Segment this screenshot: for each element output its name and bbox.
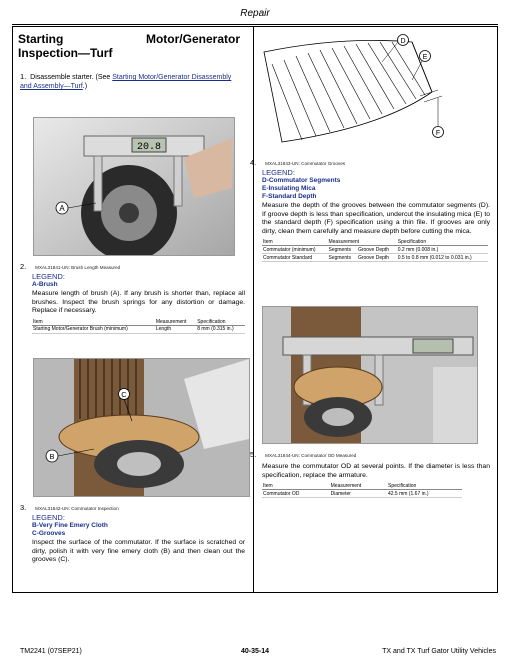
step-5 (250, 444, 490, 498)
step-5-number: 5. (250, 450, 257, 459)
step-4-number: 4. (250, 158, 257, 167)
table-row: Commutator OD Diameter 42.5 mm (1.67 in.) (262, 490, 462, 498)
commutator-grooves-illustration (262, 32, 458, 150)
label-a: A (59, 204, 65, 213)
table-row: Commutator (minimum) Segments Groove Depth 0.2 mm (0.008 in.) (262, 246, 488, 254)
step-4-legend-f: F-Standard Depth (262, 193, 317, 200)
label-d: D (400, 38, 406, 45)
label-b: B (49, 452, 55, 461)
step-4-caption: MXAL31843-UN: Commutator Grooves (265, 161, 346, 166)
step-4-text: Measure the depth of the grooves between the commutator segments (D). If groove depth is less than specification, undercut the insulating mica (E) to the standard depth (F) specification using a thin file. If grooves are only dirty, clean them carefully and measure depth before cutting the mica. (262, 202, 490, 235)
step-2 (20, 256, 245, 334)
title-line2: Inspection—Turf (18, 46, 113, 60)
commutator-grooves-diagram (262, 32, 458, 150)
od-spec-header-spec: Specification (387, 483, 462, 490)
step-3-legend-c: C-Grooves (32, 530, 66, 537)
step-1-text: Disassemble starter. (See (30, 74, 111, 81)
step-4-legend-e: E-Insulating Mica (262, 185, 316, 192)
groove-spec-header-spec: Specification (397, 239, 488, 246)
step-5-caption: MXAL31844-UN: Commutator OD Measured (265, 453, 357, 458)
footer-doc-id: TM2241 (07SEP21) (20, 648, 82, 655)
step-4 (250, 152, 490, 262)
step-2-caption: MXAL31841-UN: Brush Length Measured (35, 265, 121, 270)
step-2-legend-a: A-Brush (32, 281, 58, 288)
commutator-inspection-photo (33, 358, 250, 497)
page-title (18, 32, 240, 60)
step-3-text: Inspect the surface of the commutator. If the surface is scratched or dirty, polish it with very fine emery cloth (B) and then clean out the grooves (C). (32, 539, 245, 563)
label-f: F (435, 130, 441, 137)
step-1 (20, 72, 242, 91)
od-spec-header-item: Item (262, 483, 330, 490)
title-right: Motor/Generator (145, 32, 240, 46)
step-3-legend-title: LEGEND: (32, 513, 65, 522)
step-4-legend-title: LEGEND: (262, 168, 295, 177)
footer-manual-title: TX and TX Turf Gator Utility Vehicles (382, 648, 496, 655)
caliper-display: 20.8 (136, 142, 162, 153)
brush-spec-header-item: Item (32, 319, 155, 326)
groove-spec-header-measurement: Measurement (327, 239, 396, 246)
groove-spec-table (262, 239, 488, 262)
step-3-number: 3. (20, 503, 27, 512)
section-header: Repair (240, 8, 270, 19)
step-4-legend-d: D-Commutator Segments (262, 177, 341, 184)
table-row: Starting Motor/Generator Brush (minimum) Length 8 mm (0.315 in.) (32, 325, 245, 333)
brush-length-illustration (34, 118, 234, 255)
step-1-number: 1. (20, 72, 27, 81)
step-3-caption: MXAL31842-UN: Commutator Inspection (35, 506, 119, 511)
brush-length-photo (33, 117, 235, 256)
od-spec-table (262, 483, 462, 498)
step-5-text: Measure the commutator OD at several points. If the diameter is less than specification, replace the armature. (262, 463, 490, 479)
table-row: Commutator Standard Segments Groove Depth 0.5 to 0.8 mm (0.012 to 0.031 in.) (262, 254, 488, 262)
step-3 (20, 497, 245, 565)
column-divider (253, 26, 254, 593)
brush-spec-header-measurement: Measurement (155, 319, 196, 326)
step-1-link[interactable]: Starting Motor/Generator Disassembly and Assembly—Turf (20, 74, 232, 90)
step-3-legend-b: B-Very Fine Emery Cloth (32, 522, 108, 529)
groove-spec-header-item: Item (262, 239, 327, 246)
step-2-legend-title: LEGEND: (32, 272, 65, 281)
brush-spec-header-spec: Specification (196, 319, 245, 326)
step-2-number: 2. (20, 262, 27, 271)
label-e: E (422, 54, 428, 61)
commutator-inspection-illustration (34, 359, 249, 496)
brush-spec-table (32, 319, 245, 334)
commutator-od-photo (262, 306, 478, 444)
label-c: C (121, 390, 127, 399)
header-rule (12, 24, 498, 25)
commutator-od-illustration (263, 307, 477, 443)
title-left: Starting (18, 32, 64, 46)
od-spec-header-measurement: Measurement (330, 483, 387, 490)
step-2-text: Measure length of brush (A). If any brush is shorter than, replace all brushes. Inspect the brush springs for any distortion or damage. Replace if necessary. (32, 290, 245, 314)
footer-page-number: 40-35-14 (240, 648, 270, 655)
step-1-end: .) (82, 83, 88, 90)
